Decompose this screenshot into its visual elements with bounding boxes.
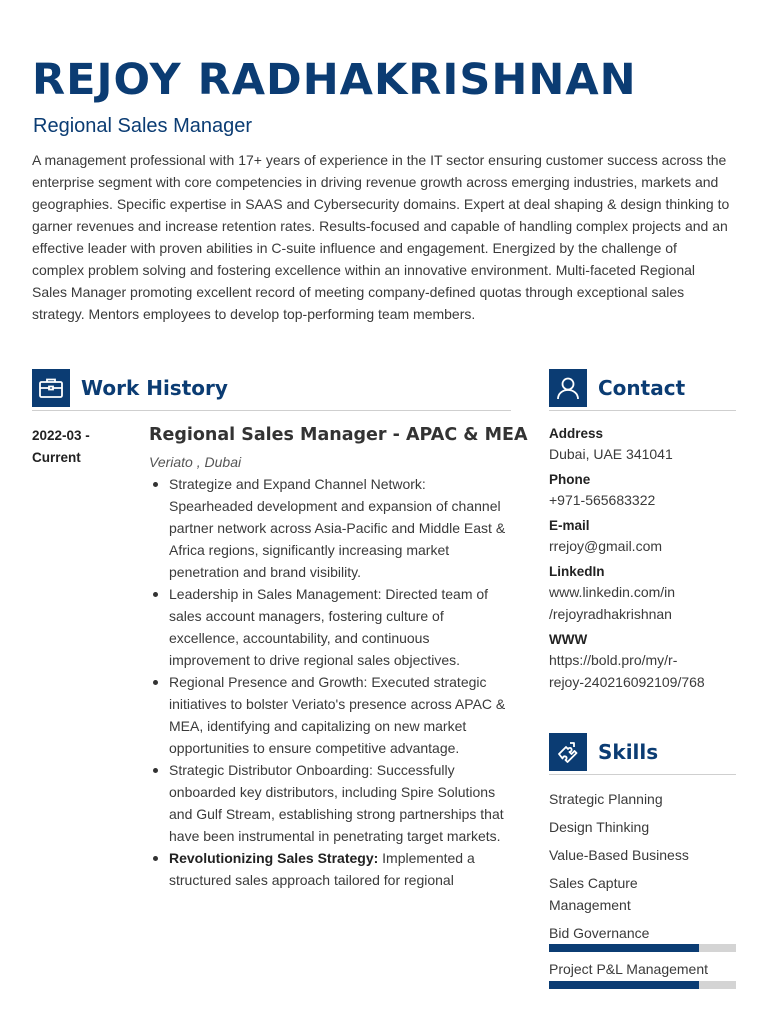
skill-item: Design Thinking <box>549 819 650 835</box>
contact-divider <box>549 410 736 411</box>
list-item: Strategic Distributor Onboarding: Successfully onboarded key distributors, including Spire Solutions and Gulf Stream, establishing strong partnerships that have been instrumental in penetrating target markets. <box>149 759 511 847</box>
skill-level-bar-bid-governance <box>549 944 736 952</box>
candidate-role: Regional Sales Manager <box>33 115 253 137</box>
work-history-divider <box>32 410 511 411</box>
skills-heading <box>549 733 658 771</box>
phone-value: +971-565683322 <box>549 492 656 508</box>
skill-item: Project P&L Management <box>549 961 709 977</box>
email-label: E-mail <box>549 518 590 533</box>
job-company: Veriato , Dubai <box>149 454 242 470</box>
professional-summary: A management professional with 17+ years of experience in the IT sector ensuring customer success across the enterprise segment with core competencies in driving revenue growth across emerging industries, markets and geographies. Specific expertise in SAAS and Cybersecurity domains. Expert at deal shaping & design thinking to garner revenues and increase retention rates. Results-focused and capable of handling complex projects and an effective leader with proven abilities in C-suite influence and engagement. Energized by the challenge of complex problem solving and fostering excellence within an innovative environment. Multi-faceted Regional Sales Manager promoting excellent record of meeting company-defined quotas through exceptional sales strategy. Mentors employees to develop top-performing team members. <box>32 152 730 322</box>
skill-item: Sales Capture <box>549 875 638 891</box>
list-item: Leadership in Sales Management: Directed team of sales account managers, fostering culture of excellence, accountability, and continuous improvement to drive regional sales objectives. <box>149 583 511 671</box>
www-label: WWW <box>549 632 588 647</box>
skills-title: Skills <box>598 740 659 764</box>
skills-divider <box>549 774 736 775</box>
address-label: Address <box>549 426 604 441</box>
skill-item: Strategic Planning <box>549 791 663 807</box>
list-item: Strategize and Expand Channel Network: Spearheaded development and expansion of channel partner network across Asia-Pacific and Middle East & Africa regions, significantly increasing market penetration and brand visibility. <box>149 473 511 583</box>
linkedin-link[interactable]: www.linkedin.com/in /rejoyradhakrishnan <box>549 584 676 622</box>
skill-level-fill <box>549 981 699 989</box>
phone-label: Phone <box>549 472 591 487</box>
contact-details <box>549 425 739 699</box>
skill-item: Management <box>549 897 631 913</box>
job-bullets <box>149 473 511 891</box>
skill-level-bar-project-pl <box>549 981 736 989</box>
list-item: Regional Presence and Growth: Executed strategic initiatives to bolster Veriato's presence across APAC & MEA, identifying and capitalizing on new market opportunities to ensure competitive advantage. <box>149 671 511 759</box>
work-history-title: Work History <box>81 376 228 400</box>
skill-item: Bid Governance <box>549 925 650 941</box>
work-history-heading <box>32 369 228 407</box>
contact-title: Contact <box>598 376 686 400</box>
job-dates: 2022-03 - Current <box>32 428 90 465</box>
puzzle-icon <box>549 733 587 771</box>
linkedin-label: LinkedIn <box>549 564 605 579</box>
briefcase-icon <box>32 369 70 407</box>
candidate-name: REJOY RADHAKRISHNAN <box>32 55 637 105</box>
contact-heading <box>549 369 685 407</box>
www-link[interactable]: https://bold.pro/my/r- rejoy-240216092109/768 <box>549 652 705 690</box>
job-title: Regional Sales Manager - APAC & MEA <box>149 425 528 445</box>
address-value: Dubai, UAE 341041 <box>549 446 673 462</box>
user-icon <box>549 369 587 407</box>
skill-level-fill <box>549 944 699 952</box>
list-item: Revolutionizing Sales Strategy: Implemented a structured sales approach tailored for regional <box>149 847 511 891</box>
email-value[interactable]: rrejoy@gmail.com <box>549 538 663 554</box>
skill-item: Value-Based Business <box>549 847 689 863</box>
